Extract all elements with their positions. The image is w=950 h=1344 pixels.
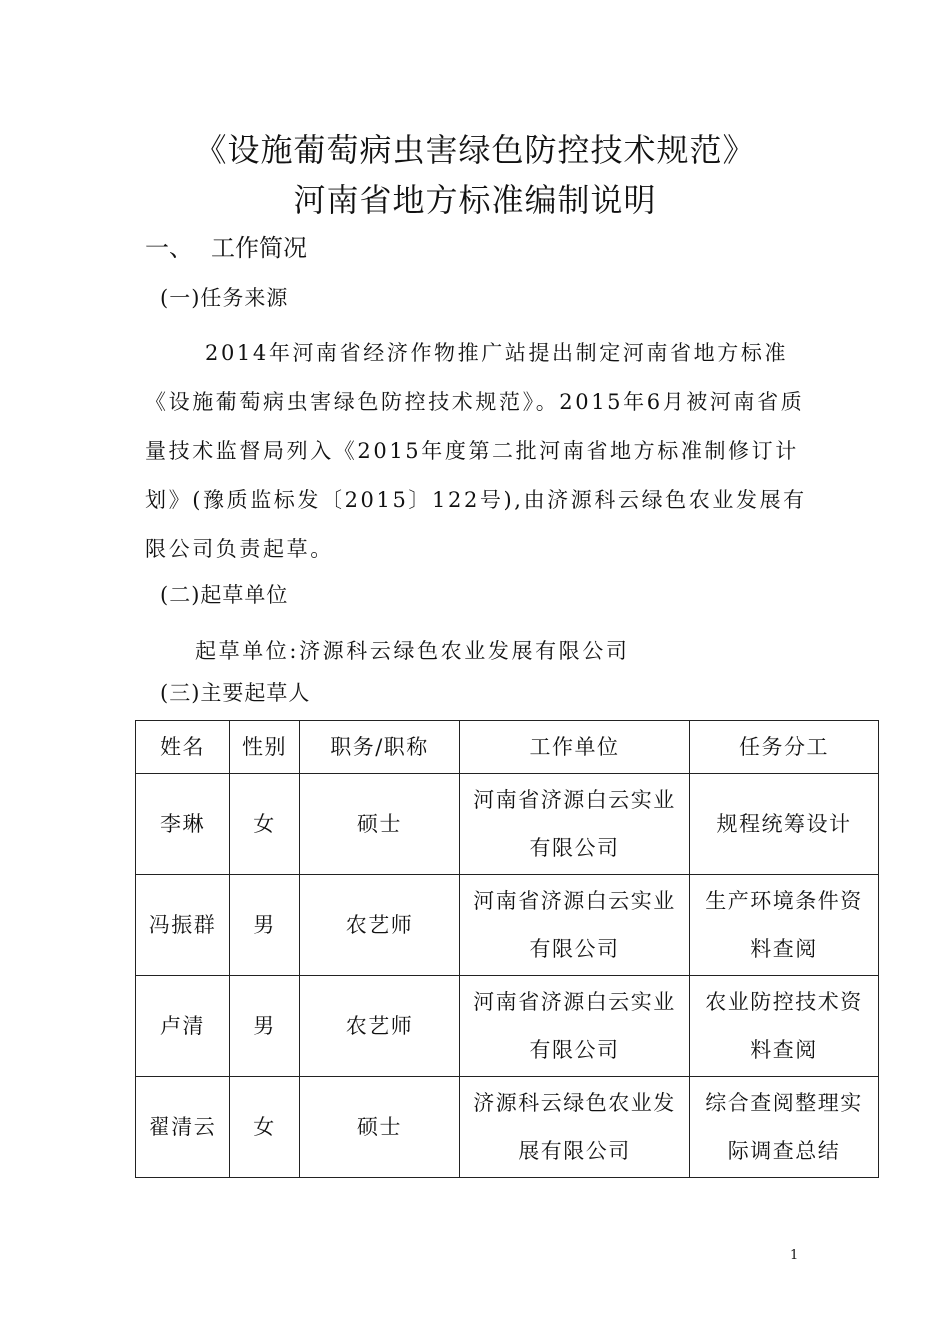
table-row xyxy=(136,976,879,1077)
cell-gender: 女 xyxy=(230,1077,300,1178)
header-name: 姓名 xyxy=(136,721,230,774)
document-title-line-1: 《设施葡萄病虫害绿色防控技术规范》 xyxy=(194,131,756,169)
table-row xyxy=(136,875,879,976)
subsection-heading-task-source: (一)任务来源 xyxy=(160,286,289,310)
cell-name: 卢清 xyxy=(136,976,230,1077)
table-row xyxy=(136,1077,879,1178)
cell-workplace: 河南省济源白云实业有限公司 xyxy=(460,774,690,875)
page-number: 1 xyxy=(790,1248,799,1263)
cell-task: 生产环境条件资料查阅 xyxy=(690,875,879,976)
cell-name: 翟清云 xyxy=(136,1077,230,1178)
cell-title: 硕士 xyxy=(300,774,460,875)
cell-workplace: 济源科云绿色农业发展有限公司 xyxy=(460,1077,690,1178)
cell-workplace: 河南省济源白云实业有限公司 xyxy=(460,875,690,976)
cell-gender: 男 xyxy=(230,875,300,976)
subsection-heading-main-drafters: (三)主要起草人 xyxy=(160,681,311,705)
subsection-heading-drafting-unit: (二)起草单位 xyxy=(160,583,289,607)
table-header-row xyxy=(136,721,879,774)
table-row xyxy=(136,774,879,875)
cell-name: 李琳 xyxy=(136,774,230,875)
cell-task: 规程统筹设计 xyxy=(690,774,879,875)
task-source-paragraph: 2014年河南省经济作物推广站提出制定河南省地方标准《设施葡萄病虫害绿色防控技术规范》。2015年6月被河南省质量技术监督局列入《2015年度第二批河南省地方标准制修订计划》(豫质监标发〔2015〕122号),由济源科云绿色农业发展有限公司负责起草。 xyxy=(145,341,807,561)
drafters-table xyxy=(135,720,879,1178)
section-heading-work-summary xyxy=(145,230,307,266)
cell-title: 硕士 xyxy=(300,1077,460,1178)
drafting-unit-text: 起草单位:济源科云绿色农业发展有限公司 xyxy=(195,639,630,663)
cell-gender: 女 xyxy=(230,774,300,875)
cell-task: 综合查阅整理实际调查总结 xyxy=(690,1077,879,1178)
cell-workplace: 河南省济源白云实业有限公司 xyxy=(460,976,690,1077)
cell-title: 农艺师 xyxy=(300,875,460,976)
header-title: 职务/职称 xyxy=(300,721,460,774)
cell-task: 农业防控技术资料查阅 xyxy=(690,976,879,1077)
cell-title: 农艺师 xyxy=(300,976,460,1077)
header-task: 任务分工 xyxy=(690,721,879,774)
section-title: 工作简况 xyxy=(211,234,307,262)
cell-gender: 男 xyxy=(230,976,300,1077)
header-workplace: 工作单位 xyxy=(460,721,690,774)
header-gender: 性别 xyxy=(230,721,300,774)
document-title-line-2: 河南省地方标准编制说明 xyxy=(293,181,657,219)
cell-name: 冯振群 xyxy=(136,875,230,976)
section-number: 一、 xyxy=(145,234,193,262)
